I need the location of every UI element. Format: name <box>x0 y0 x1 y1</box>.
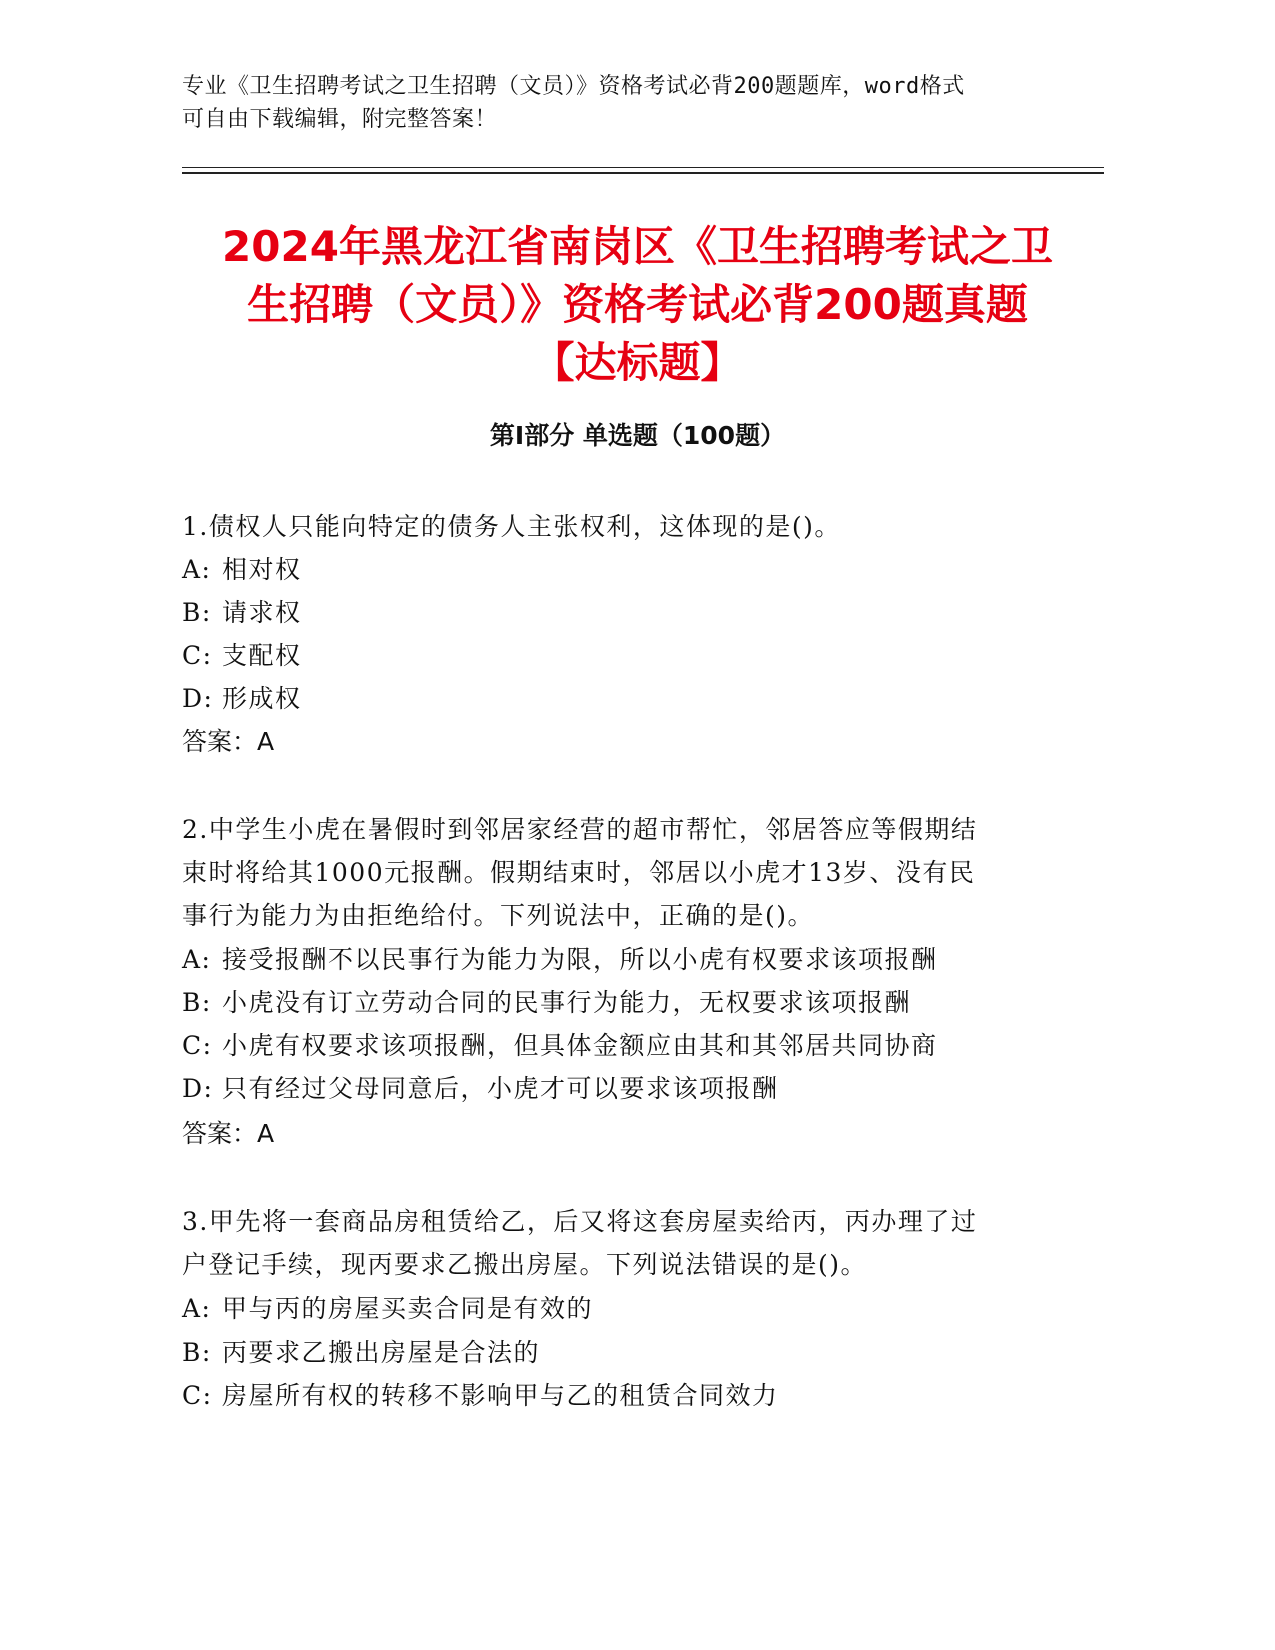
option-key: C: <box>182 641 213 670</box>
option-text: 房屋所有权的转移不影响甲与乙的租赁合同效力 <box>222 1381 779 1410</box>
question-text-line: 1.债权人只能向特定的债务人主张权利，这体现的是()。 <box>182 512 841 541</box>
question-3-text <box>182 1200 1062 1286</box>
question-1-option-c <box>182 634 1062 677</box>
question-2-option-b <box>182 981 1062 1024</box>
question-3-option-a <box>182 1287 1062 1330</box>
option-text: 甲与丙的房屋买卖合同是有效的 <box>222 1294 594 1323</box>
option-text: 请求权 <box>222 598 302 627</box>
question-1-option-d <box>182 677 1062 720</box>
option-text: 小虎没有订立劳动合同的民事行为能力，无权要求该项报酬 <box>222 988 912 1017</box>
question-3-option-b <box>182 1331 1062 1374</box>
question-1-text <box>182 505 1062 548</box>
option-key: D: <box>182 684 214 713</box>
question-2-option-d <box>182 1067 1062 1110</box>
option-key: C: <box>182 1031 213 1060</box>
question-text-line: 事行为能力为由拒绝给付。下列说法中，正确的是()。 <box>182 901 815 930</box>
header-note-line-2: 可自由下载编辑，附完整答案！ <box>182 107 498 132</box>
option-text: 相对权 <box>222 555 302 584</box>
header-divider-thin <box>182 167 1104 168</box>
header-note <box>182 70 1082 136</box>
option-key: B: <box>182 598 212 627</box>
question-text-line: 2.中学生小虎在暑假时到邻居家经营的超市帮忙，邻居答应等假期结 <box>182 815 978 844</box>
option-text: 接受报酬不以民事行为能力为限，所以小虎有权要求该项报酬 <box>222 945 938 974</box>
option-key: A: <box>182 945 212 974</box>
option-key: D: <box>182 1074 214 1103</box>
document-title-line-3: 【达标题】 <box>532 338 743 387</box>
header-note-line-1: 专业《卫生招聘考试之卫生招聘（文员）》资格考试必背200题题库，word格式 <box>182 74 965 99</box>
question-text-line: 户登记手续，现丙要求乙搬出房屋。下列说法错误的是()。 <box>182 1250 868 1279</box>
question-2-answer: 答案：A <box>182 1119 275 1148</box>
question-text-line: 3.甲先将一套商品房租赁给乙，后又将这套房屋卖给丙，丙办理了过 <box>182 1207 978 1236</box>
question-text-line: 束时将给其1000元报酬。假期结束时，邻居以小虎才13岁、没有民 <box>182 858 976 887</box>
option-text: 只有经过父母同意后，小虎才可以要求该项报酬 <box>222 1074 779 1103</box>
option-key: C: <box>182 1381 213 1410</box>
section-title: 第Ⅰ部分 单选题（100题） <box>489 421 786 450</box>
question-2-text <box>182 808 1062 937</box>
option-key: A: <box>182 1294 212 1323</box>
option-key: B: <box>182 1338 212 1367</box>
option-text: 丙要求乙搬出房屋是合法的 <box>222 1338 541 1367</box>
question-1-option-a <box>182 548 1062 591</box>
option-text: 支配权 <box>222 641 302 670</box>
option-key: A: <box>182 555 212 584</box>
header-divider-thick <box>182 172 1104 174</box>
question-3-option-c <box>182 1374 1062 1417</box>
question-1-option-b <box>182 591 1062 634</box>
option-key: B: <box>182 988 212 1017</box>
question-2-option-c <box>182 1024 1062 1067</box>
document-title-line-2: 生招聘（文员）》资格考试必背200题真题 <box>247 280 1028 329</box>
question-2-option-a <box>182 938 1062 981</box>
document-title <box>150 218 1125 392</box>
option-text: 形成权 <box>222 684 302 713</box>
document-title-line-1: 2024年黑龙江省南岗区《卫生招聘考试之卫 <box>222 222 1053 271</box>
question-1-answer: 答案：A <box>182 727 275 756</box>
option-text: 小虎有权要求该项报酬，但具体金额应由其和其邻居共同协商 <box>222 1031 938 1060</box>
